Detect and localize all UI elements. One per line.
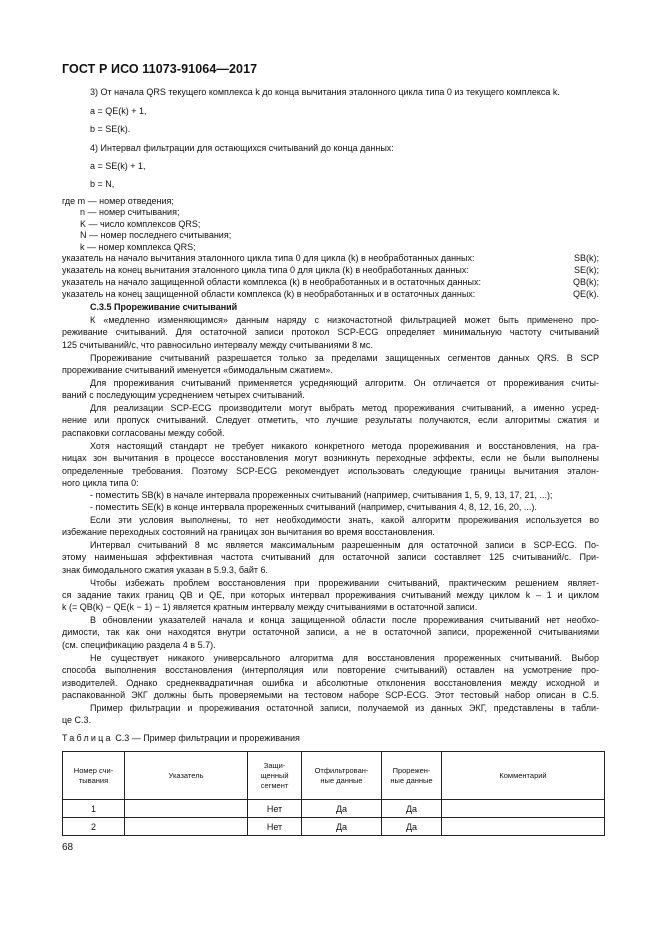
text-line: це С.3. — [62, 715, 92, 725]
table-body — [63, 800, 605, 836]
text-line: знак бимодального сжатия указан в 5.9.3, байт 6. — [62, 565, 268, 575]
text-line: 125 считываний/с, что равносильно интервалу между считываниями 8 мс. — [62, 340, 373, 350]
table-cell — [125, 818, 248, 836]
table-header-row — [63, 752, 605, 800]
text-line: 4) Интервал фильтрации для остающихся считываний до конца данных: — [90, 143, 394, 153]
table-cell: 2 — [63, 818, 125, 836]
text-line: a = QE(k) + 1, — [90, 106, 147, 116]
table-cell: Да — [382, 800, 442, 818]
text-line: Для реализации SCP-ECG производители могут выбрать метод прореживания считываний, а именно усред- — [90, 403, 599, 413]
table-header-cell: Указатель — [125, 752, 248, 800]
text-line: избежание переходных состояний на границах зон вычитания во время восстановления. — [62, 527, 435, 537]
pointer-code: SB(k); — [573, 253, 599, 263]
table-header-cell: Прорежен- ные данные — [382, 752, 442, 800]
text-line: - поместить SB(k) в начале интервала прореженных считываний (например, считывания 1, 5, 9, 13, 17, 21, ...); — [90, 490, 553, 500]
table-caption — [62, 733, 300, 743]
table-row — [63, 818, 605, 836]
text-line: Для прореживания считываний применяется усредняющий алгоритм. Он отличается от прореживания считы- — [90, 378, 599, 388]
text-line: k — номер комплекса QRS; — [80, 242, 196, 252]
section-heading: С.3.5 Прореживание считываний — [90, 302, 238, 312]
text-line: Не существует никакого универсального алгоритма для восстановления прореженных считываний. Выбор — [90, 653, 599, 663]
text-line: указатель на начало защищенной области комплекса (k) в необработанных и в остаточных данных: — [62, 277, 481, 287]
text-line: ваний с последующим усреднением четырех считываний. — [62, 390, 305, 400]
table-header-cell: Отфильтрован- ные данные — [302, 752, 382, 800]
text-line: Пример фильтрации и прореживания остаточной записи, получаемой из данных ЭКГ, представлены в табли- — [90, 703, 599, 713]
text-line: Интервал считываний 8 мс является максимальным разрешенным для остаточной записи в SCP-ECG. По- — [90, 540, 599, 550]
text-line: реживание считываний. Для остаточной записи протокол SCP-ECG определяет минимальную частоту считываний — [62, 327, 599, 337]
text-line: изводителей. Однако среднеквадратичная ошибка и абсолютные отклонения восстановления между исходной и — [62, 678, 599, 688]
text-line: a = SE(k) + 1, — [90, 161, 146, 171]
text-line: В обновлении указателей начала и конца защищенной области после прореживания считываний нет необхо- — [90, 615, 599, 625]
text-line: ся задание таких границ QB и QE, при которых интервал прореживания считываний между циклом k – 1 и циклом — [62, 590, 599, 600]
text-line: ного цикла типа 0: — [62, 478, 139, 488]
text-line: k (= QB(k) − QE(k − 1) − 1) является кратным интервалу между считываниями в остаточной записи. — [62, 602, 478, 612]
text-line: K — число комплексов QRS; — [80, 219, 201, 229]
table-caption-text: С.3 — Пример фильтрации и прореживания — [112, 733, 300, 743]
pointer-code: QB(k); — [573, 277, 599, 287]
text-line: К «медленно изменяющимся» данным наряду с низкочастотной фильтрацией может быть применено про- — [90, 315, 599, 325]
table-header-cell: Защи- щенный сегмент — [248, 752, 302, 800]
data-table — [62, 751, 605, 836]
pointer-code: SE(k); — [573, 265, 599, 275]
text-line: распаковки согласованы между собой. — [62, 428, 225, 438]
text-line: определенные требования. Поэтому SCP-ECG рекомендует использовать следующие границы вычитания эталон- — [62, 466, 599, 476]
text-line: - поместить SE(k) в конце интервала прореженных считываний (например, считывания 4, 8, 12, 16, 20, ...). — [90, 502, 537, 512]
text-line: n — номер считывания; — [80, 207, 180, 217]
text-line: Если эти условия выполнены, то нет необходимости знать, какой алгоритм прореживания используется во — [90, 515, 599, 525]
text-line: прореживание считываний именуется «бимодальным сжатием». — [62, 365, 333, 375]
text-line: ницах зон вычитания в процессе восстановления могут возникнуть переходные эффекты, если не были выполнены — [62, 453, 599, 463]
text-line: где m — номер отведения; — [62, 196, 174, 206]
text-line: b = N, — [90, 179, 115, 189]
text-line: способа выполнения восстановления (интерполяция или повторение считываний) оставлен на усмотрение про- — [62, 665, 599, 675]
table-cell: Да — [302, 818, 382, 836]
text-line: N — номер последнего считывания; — [80, 230, 232, 240]
table-cell: Нет — [248, 800, 302, 818]
table-cell: Да — [302, 800, 382, 818]
text-line: Прореживание считываний разрешается только за пределами защищенных сегментов данных QRS. В SCP — [90, 353, 599, 363]
table-header-cell: Комментарий — [442, 752, 605, 800]
text-line: указатель на конец защищенной области комплекса (k) в необработанных и в остаточных данных: — [62, 289, 476, 299]
text-line: 3) От начала QRS текущего комплекса k до конца вычитания эталонного цикла типа 0 из текущего комплекса k. — [90, 87, 560, 97]
table-cell: Да — [382, 818, 442, 836]
table-cell — [442, 800, 605, 818]
text-line: Хотя настоящий стандарт не требует никакого конкретного метода прореживания и восстановления, на гра- — [90, 441, 599, 451]
text-line: димости, так как они находятся внутри остаточной записи, а не в остаточной записи, прореженной считываниями — [62, 627, 599, 637]
document-header: ГОСТ Р ИСО 11073-91064—2017 — [62, 62, 258, 76]
table-cell — [442, 818, 605, 836]
text-line: нение или пропуск считываний. Следует отметить, что лучшие результаты получаются, если алгоритмы сжатия и — [62, 415, 599, 425]
table-cell: Нет — [248, 818, 302, 836]
text-line: b = SE(k). — [90, 124, 131, 134]
page-number: 68 — [62, 842, 74, 853]
text-line: (см. спецификацию раздела 4 в 5.7). — [62, 640, 216, 650]
text-line: указатель на конец вычитания эталонного цикла типа 0 для цикла (k) в необработанных данных: — [62, 265, 469, 275]
table-caption-prefix: Таблица — [62, 733, 113, 743]
table-header-cell: Номер счи- тывания — [63, 752, 125, 800]
text-line: Чтобы избежать проблем восстановления при прореживании считываний, практическим решением являет- — [90, 578, 599, 588]
text-line: распакованной ЭКГ должны быть проверяемыми на тестовом наборе SCP-ECG. Этот тестовый набор описан в С.5. — [62, 690, 599, 700]
table-cell — [125, 800, 248, 818]
table-cell: 1 — [63, 800, 125, 818]
text-line: этому наименьшая эффективная частота считываний для остаточной записи составляет 125 считываний/с. При- — [62, 552, 599, 562]
table-row — [63, 800, 605, 818]
text-line: указатель на начало вычитания эталонного цикла типа 0 для цикла (k) в необработанных данных: — [62, 253, 475, 263]
pointer-code: QE(k). — [573, 289, 599, 299]
